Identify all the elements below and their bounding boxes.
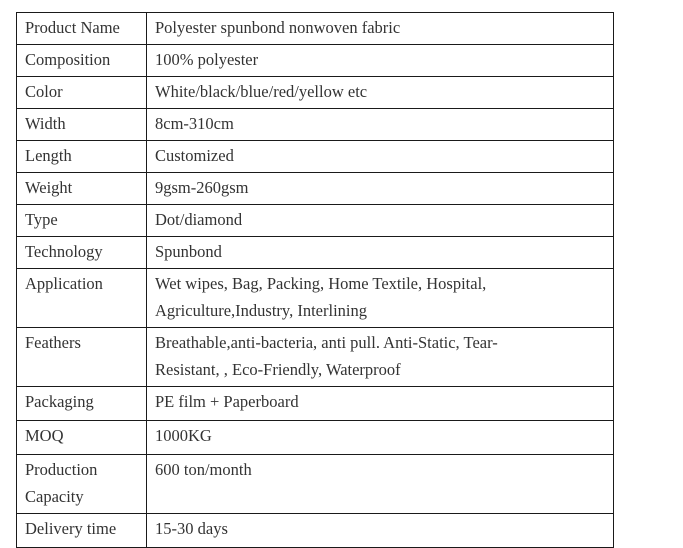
table-row-application (17, 269, 614, 328)
row-label: Delivery time (17, 514, 147, 548)
table-row-type (17, 205, 614, 237)
table-row-length (17, 141, 614, 173)
row-value-line: Agriculture,Industry, Interlining (155, 301, 368, 320)
row-value: 100% polyester (147, 45, 614, 77)
row-value: 15-30 days (147, 514, 614, 548)
row-value-line: Breathable,anti-bacteria, anti pull. Anti-Static, Tear- (155, 333, 498, 352)
row-value (147, 328, 614, 387)
row-value (147, 269, 614, 328)
product-spec-table (16, 12, 614, 548)
row-label: Composition (17, 45, 147, 77)
row-value: 1000KG (147, 421, 614, 455)
table-row-production-capacity (17, 455, 614, 514)
row-value: Spunbond (147, 237, 614, 269)
row-value: White/black/blue/red/yellow etc (147, 77, 614, 109)
row-label-line: Capacity (25, 487, 84, 506)
table-row-composition (17, 45, 614, 77)
table-row-product-name (17, 13, 614, 45)
row-label: Technology (17, 237, 147, 269)
row-label: Color (17, 77, 147, 109)
table-row-packaging (17, 387, 614, 421)
table-row-delivery-time (17, 514, 614, 548)
row-value: Dot/diamond (147, 205, 614, 237)
row-label: Type (17, 205, 147, 237)
row-label: Length (17, 141, 147, 173)
row-value-line: Wet wipes, Bag, Packing, Home Textile, Hospital, (155, 274, 487, 293)
row-value: Polyester spunbond nonwoven fabric (147, 13, 614, 45)
row-label: Packaging (17, 387, 147, 421)
row-value: 600 ton/month (147, 455, 614, 514)
table-row-moq (17, 421, 614, 455)
table-row-weight (17, 173, 614, 205)
row-label: MOQ (17, 421, 147, 455)
row-label-line: Production (25, 460, 98, 479)
table-row-color (17, 77, 614, 109)
row-label: Width (17, 109, 147, 141)
row-value-line: Resistant, , Eco-Friendly, Waterproof (155, 360, 401, 379)
table-row-width (17, 109, 614, 141)
row-label: Product Name (17, 13, 147, 45)
row-value: Customized (147, 141, 614, 173)
table-row-feathers (17, 328, 614, 387)
row-value: PE film + Paperboard (147, 387, 614, 421)
row-label: Application (17, 269, 147, 328)
row-label (17, 455, 147, 514)
row-label: Weight (17, 173, 147, 205)
row-label: Feathers (17, 328, 147, 387)
table-row-technology (17, 237, 614, 269)
row-value: 8cm-310cm (147, 109, 614, 141)
row-value: 9gsm-260gsm (147, 173, 614, 205)
